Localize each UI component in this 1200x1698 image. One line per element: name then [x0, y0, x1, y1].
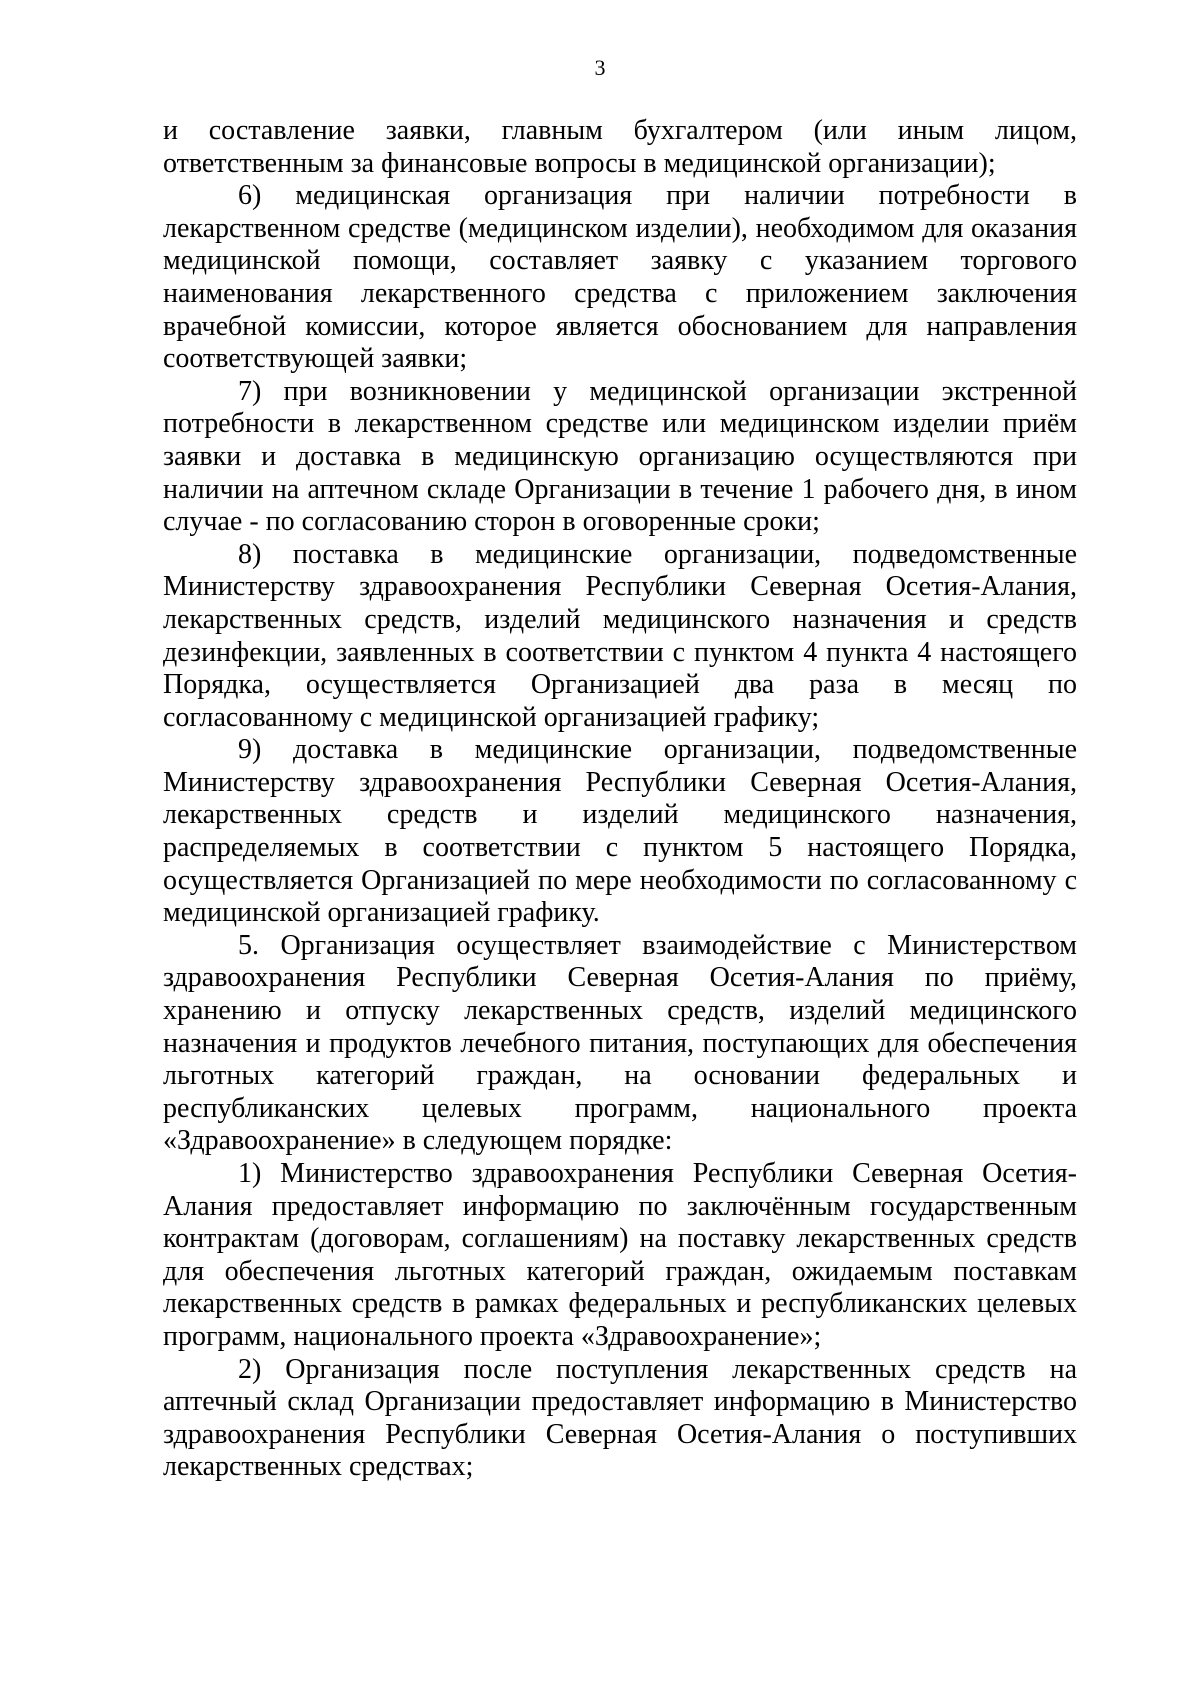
paragraph-item-5-2: 2) Организация после поступления лекарственных средств на аптечный склад Организации предоставляет информацию в Министерство здравоохранения Республики Северная Осетия-Алания о поступивших лекарственных средствах;	[163, 1353, 1077, 1483]
paragraph-continuation: и составление заявки, главным бухгалтером (или иным лицом, ответственным за финансовые вопросы в медицинской организации);	[163, 115, 1077, 179]
paragraph-item-4-6: 6) медицинская организация при наличии потребности в лекарственном средстве (медицинском изделии), необходимом для оказания медицинской помощи, составляет заявку с указанием торгового наименования лекарственного средства с приложением заключения врачебной комиссии, которое является обоснованием для направления соответствующей заявки;	[163, 180, 1077, 375]
document-body	[163, 115, 1077, 1484]
page-number: 3	[594, 55, 606, 80]
paragraph-item-4-9: 9) доставка в медицинские организации, подведомственные Министерству здравоохранения Республики Северная Осетия-Алания, лекарственных средств и изделий медицинского назначения, распределяемых в соответствии с пунктом 5 настоящего Порядка, осуществляется Организацией по мере необходимости по согласованному с медицинской организацией графику.	[163, 734, 1077, 929]
paragraph-section-5: 5. Организация осуществляет взаимодействие с Министерством здравоохранения Республики Северная Осетия-Алания по приёму, хранению и отпуску лекарственных средств, изделий медицинского назначения и продуктов лечебного питания, поступающих для обеспечения льготных категорий граждан, на основании федеральных и республиканских целевых программ, национального проекта «Здравоохранение» в следующем порядке:	[163, 929, 1077, 1157]
paragraph-item-4-7: 7) при возникновении у медицинской организации экстренной потребности в лекарственном средстве или медицинском изделии приём заявки и доставка в медицинскую организацию осуществляются при наличии на аптечном складе Организации в течение 1 рабочего дня, в ином случае - по согласованию сторон в оговоренные сроки;	[163, 375, 1077, 538]
paragraph-item-5-1: 1) Министерство здравоохранения Республики Северная Осетия-Алания предоставляет информацию по заключённым государственным контрактам (договорам, соглашениям) на поставку лекарственных средств для обеспечения льготных категорий граждан, ожидаемым поставкам лекарственных средств в рамках федеральных и республиканских целевых программ, национального проекта «Здравоохранение»;	[163, 1158, 1077, 1352]
paragraph-item-4-8: 8) поставка в медицинские организации, подведомственные Министерству здравоохранения Республики Северная Осетия-Алания, лекарственных средств, изделий медицинского назначения и средств дезинфекции, заявленных в соответствии с пунктом 4 пункта 4 настоящего Порядка, осуществляется Организацией два раза в месяц по согласованному с медицинской организацией графику;	[163, 538, 1077, 733]
